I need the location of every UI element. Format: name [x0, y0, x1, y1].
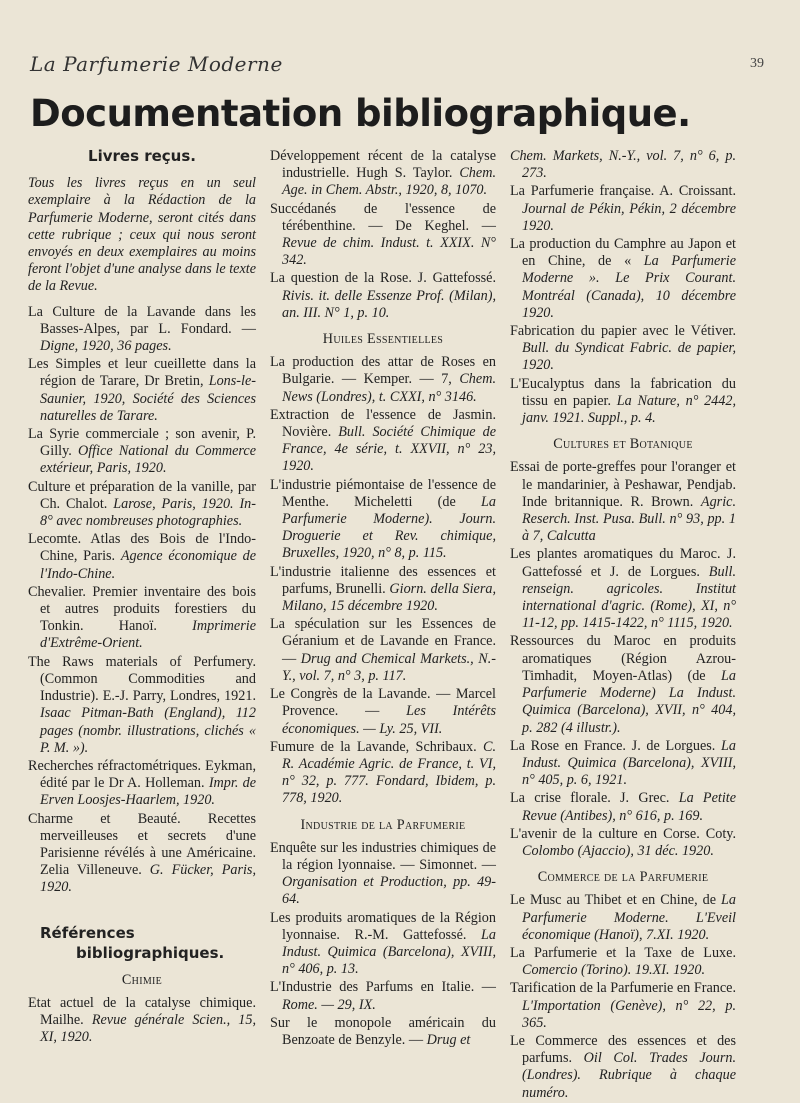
- entry-text: Extraction de l'essence de Jasmin. Novière.: [270, 406, 496, 441]
- bibliography-entry: [510, 892, 736, 944]
- entry-text: Tarification de la Parfumerie en France.: [510, 980, 736, 997]
- bibliography-entry: [510, 148, 736, 182]
- section-huiles: Huiles Essentielles: [322, 331, 444, 348]
- entry-text: Sur le monopole américain du Benzoate de Benzyle. —: [270, 1014, 496, 1048]
- bibliography-entry: [270, 407, 496, 476]
- bibliography-entry: [28, 479, 256, 531]
- entry-text: Le Musc au Thibet et en Chine, de: [510, 892, 722, 909]
- entry-source: Office National du Commerce extérieur, Paris, 1920.: [40, 443, 256, 477]
- entry-text: La spéculation sur les Essences de Géranium et de Lavande en France. —: [270, 616, 496, 667]
- entry-text: Enquête sur les industries chimiques de la région lyonnaise. — Simonnet. —: [270, 839, 496, 873]
- entry-source: Oil Col. Trades Journ. (Londres). Rubrique à chaque numéro.: [522, 1050, 736, 1101]
- bibliography-entry: [510, 323, 736, 375]
- bibliography-entry: [270, 979, 496, 1013]
- entry-source: Chem. News (Londres), t. CXXI, n° 3146.: [282, 371, 496, 405]
- entry-source: Chem. Age. in Chem. Abstr., 1920, 8, 1070.: [282, 165, 496, 199]
- entry-text: La crise florale. J. Grec.: [510, 790, 679, 807]
- bibliography-entry: [270, 354, 496, 406]
- entry-source: La Parfumerie Moderne. L'Eveil économique (Hanoï), 7.XI. 1920.: [522, 892, 736, 943]
- entry-source: Giorn. della Siera, Milano, 15 décembre 1920.: [282, 580, 496, 615]
- industrie-list: [270, 840, 496, 1049]
- entry-source: Digne, 1920, 36 pages.: [40, 338, 172, 355]
- entry-source: Lons-le-Saunier, 1920, Société des Sciences naturelles de Tarare.: [40, 373, 256, 424]
- entry-text: La production du Camphre au Japon et en Chine, de «: [510, 236, 736, 270]
- entry-source: Organisation et Production, pp. 49-64.: [282, 874, 496, 908]
- entry-text: L'industrie italienne des essences et parfums, Brunelli.: [270, 563, 496, 597]
- entry-text: Ressources du Maroc en produits aromatiques (Région Azrou-Timhadit, Moyen-Atlas) (de: [510, 633, 736, 684]
- page-number: 39: [750, 56, 764, 71]
- entry-text: The Raws materials of Perfumery. (Common Commodities and Industrie). E.-J. Parry, Londres, 1921.: [28, 653, 256, 705]
- bibliography-entry: [28, 531, 256, 583]
- entry-source: Revue de chim. Indust. t. XXIX. N° 342.: [282, 235, 496, 269]
- bibliography-entry: [270, 616, 496, 685]
- bibliography-entry: [270, 739, 496, 808]
- bibliography-entry: [270, 564, 496, 616]
- entry-text: La production des attar de Roses en Bulgarie. — Kemper. — 7,: [270, 354, 496, 388]
- entry-source: La Indust. Quimica (Barcelona), XVIII, n° 406, p. 13.: [282, 926, 496, 978]
- entry-source: Agric. Reserch. Inst. Pusa. Bull. n° 93, pp. 1 à 7, Calcutta: [522, 493, 736, 545]
- entry-text: Essai de porte-greffes pour l'oranger et le mandarinier, à Peshawar, Pendjab. Inde britannique. R. Brown.: [510, 459, 736, 510]
- bibliography-entry: [28, 304, 256, 356]
- entry-text: Fabrication du papier avec le Vétiver.: [510, 323, 736, 340]
- books-intro: Tous les livres reçus en un seul exemplaire à la Rédaction de la Parfumerie Moderne, seront cités dans cette rubrique ; ceux qui nous seront envoyés en deux exemplaires au moins feront l'objet d'une analyse dans le texte de la Revue.: [28, 175, 256, 295]
- entry-text: Les Simples et leur cueillette dans la région de Tarare, Dr Bretin,: [28, 356, 256, 390]
- entry-text: Le Congrès de la Lavande. — Marcel Provence. —: [270, 686, 496, 720]
- bibliography-entry: [270, 201, 496, 270]
- page-title: Documentation bibliographique.: [30, 92, 691, 135]
- chimie-continued-list: [270, 148, 496, 322]
- entry-source: Journal de Pékin, Pékin, 2 décembre 1920.: [522, 200, 736, 234]
- entry-source: Agence économique de l'Indo-Chine.: [40, 548, 257, 582]
- bibliography-entry: [28, 356, 256, 425]
- commerce-list: [510, 892, 736, 1101]
- cultures-list: [510, 459, 736, 860]
- entry-text: Culture et préparation de la vanille, par Ch. Chalot.: [28, 478, 256, 512]
- entry-text: La Parfumerie française. A. Croissant.: [510, 183, 736, 200]
- entry-source: Larose, Paris, 1920. In-8° avec nombreuses photographies.: [40, 495, 256, 530]
- bibliography-entry: [510, 738, 736, 790]
- entry-source: C. R. Académie Agric. de France, t. VI, n° 32, p. 777. Fondard, Ibidem, p. 778, 1920.: [282, 738, 496, 807]
- entry-source: Rome. — 29, IX.: [282, 996, 376, 1013]
- entry-source: Drug et: [426, 1031, 471, 1048]
- huiles-list: [270, 354, 496, 807]
- section-commerce: Commerce de la Parfumerie: [537, 869, 709, 886]
- entry-source: Chem. Markets, N.-Y., vol. 7, n° 6, p. 273.: [510, 148, 736, 182]
- entry-text: La question de la Rose. J. Gattefossé.: [270, 270, 496, 287]
- entry-text: Fumure de la Lavande, Schribaux.: [270, 738, 483, 755]
- bibliography-entry: [270, 477, 496, 563]
- entry-source: La Petite Revue (Antibes), n° 616, p. 169.: [522, 790, 736, 824]
- bibliography-entry: [510, 376, 736, 428]
- bibliography-entry: [270, 840, 496, 909]
- section-chimie: Chimie: [121, 971, 163, 988]
- entry-text: Succédanés de l'essence de térébenthine. — De Keghel. —: [270, 200, 496, 234]
- entry-source: Bull. Société Chimique de France, 4e série, t. XXVII, n° 23, 1920.: [282, 424, 496, 475]
- entry-text: Lecomte. Atlas des Bois de l'Indo-Chine, Paris.: [28, 531, 256, 565]
- column-1: [28, 148, 256, 1047]
- bibliography-entry: [270, 148, 496, 200]
- entry-text: La Rose en France. J. de Lorgues.: [510, 737, 722, 754]
- entry-source: G. Fücker, Paris, 1920.: [40, 862, 256, 896]
- entry-text: L'industrie piémontaise de l'essence de Menthe. Micheletti (de: [270, 476, 496, 510]
- column-3: [510, 148, 736, 1103]
- entry-source: Colombo (Ajaccio), 31 déc. 1920.: [522, 842, 714, 859]
- chimie-entry: Etat actuel de la catalyse chimique. Mailhe. Revue générale Scien., 15, XI, 1920.: [28, 994, 256, 1046]
- entry-text: Recherches réfractométriques. Eykman, édité par le Dr A. Holleman.: [28, 757, 256, 792]
- entry-source: Drug and Chemical Markets., N.-Y., vol. 7, n° 3, p. 117.: [282, 650, 496, 684]
- entry-source: Les Intérêts économiques. — Ly. 25, VII.: [282, 703, 496, 737]
- entry-text: La Parfumerie et la Taxe de Luxe.: [510, 944, 736, 961]
- entry-text: Les produits aromatiques de la Région lyonnaise. R.-M. Gattefossé.: [270, 909, 496, 943]
- entry-source: La Parfumerie Moderne). Journ. Droguerie et Rev. chimique, Bruxelles, 1920, n° 8, p. 115.: [282, 493, 496, 562]
- entry-source: Bull. du Syndicat Fabric. de papier, 1920.: [522, 340, 736, 374]
- entry-source: Rivis. it. delle Essenze Prof. (Milan), an. III. N° 1, p. 10.: [282, 287, 496, 321]
- bibliography-entry: [270, 910, 496, 979]
- entry-source: L'Importation (Genève), n° 22, p. 365.: [522, 997, 736, 1031]
- entry-text: La Syrie commerciale ; son avenir, P. Gilly.: [28, 426, 256, 460]
- entry-source: Bull. renseign. agricoles. Institut international d'agric. (Rome), XI, n° 11-12, pp. 1415-1422, n° 1115, 1920.: [522, 563, 736, 632]
- industrie-continued-list: [510, 148, 736, 427]
- entry-source: La Indust. Quimica (Barcelona), XVIII, n° 405, p. 6, 1921.: [522, 737, 736, 789]
- bibliography-entry: [510, 790, 736, 824]
- entry-source: Impr. de Erven Loosjes-Haarlem, 1920.: [40, 775, 256, 809]
- entry-source: La Parfumerie Moderne) La Indust. Quimica (Barcelona), XVII, n° 404, p. 282 (4 illustr.).: [522, 667, 736, 736]
- entry-source: La Parfumerie Moderne ». Le Prix Courant. Montréal (Canada), 10 décembre 1920.: [522, 253, 737, 321]
- books-heading: Livres reçus.: [88, 147, 196, 165]
- references-heading: Références bibliographiques.: [40, 923, 225, 962]
- entry-source: Isaac Pitman-Bath (England), 112 pages (nombr. illustrations, clichés « P. M. »).: [40, 705, 256, 756]
- masthead: La Parfumerie Moderne: [30, 52, 283, 76]
- bibliography-entry: [510, 980, 736, 1032]
- bibliography-entry: [510, 826, 736, 860]
- entry-source: Comercio (Torino). 19.XI. 1920.: [522, 962, 705, 979]
- entry-source: Imprimerie d'Extrême-Orient.: [40, 618, 256, 652]
- bibliography-entry: [510, 546, 736, 632]
- entry-text: L'Eucalyptus dans la fabrication du tissu en papier.: [510, 375, 736, 409]
- section-cultures: Cultures et Botanique: [553, 436, 693, 453]
- bibliography-entry: [510, 459, 736, 545]
- bibliography-entry: [510, 945, 736, 979]
- column-2: [270, 148, 496, 1050]
- bibliography-entry: [270, 270, 496, 322]
- bibliography-entry: [28, 758, 256, 810]
- entry-text: La Culture de la Lavande dans les Basses-Alpes, par L. Fondard. —: [28, 303, 256, 337]
- books-list: [28, 304, 256, 897]
- entry-text: Le Commerce des essences et des parfums.: [510, 1032, 736, 1067]
- bibliography-entry: [270, 686, 496, 738]
- entry-text: Les plantes aromatiques du Maroc. J. Gattefossé et J. de Lorgues.: [510, 546, 736, 580]
- entry-text: Charme et Beauté. Recettes merveilleuses et secrets d'une Parisienne révélés à une Américaine. Zelia Villeneuve.: [28, 810, 256, 879]
- bibliography-entry: [28, 654, 256, 757]
- bibliography-entry: [270, 1015, 496, 1049]
- bibliography-entry: [28, 584, 256, 653]
- section-industrie: Industrie de la Parfumerie: [300, 816, 466, 833]
- entry-source: La Nature, n° 2442, janv. 1921. Suppl., p. 4.: [522, 392, 737, 427]
- bibliography-entry: [28, 426, 256, 478]
- bibliography-entry: [28, 811, 256, 897]
- entry-text: Chevalier. Premier inventaire des bois et autres produits forestiers du Tonkin. Hanoï.: [28, 583, 256, 635]
- entry-text: L'avenir de la culture en Corse. Coty.: [510, 825, 736, 842]
- bibliography-entry: [510, 1033, 736, 1102]
- entry-text: Développement récent de la catalyse industrielle. Hugh S. Taylor.: [270, 148, 496, 182]
- bibliography-entry: [510, 633, 736, 736]
- bibliography-entry: [510, 236, 736, 322]
- entry-text: L'Industrie des Parfums en Italie. —: [270, 979, 496, 996]
- bibliography-entry: [510, 183, 736, 235]
